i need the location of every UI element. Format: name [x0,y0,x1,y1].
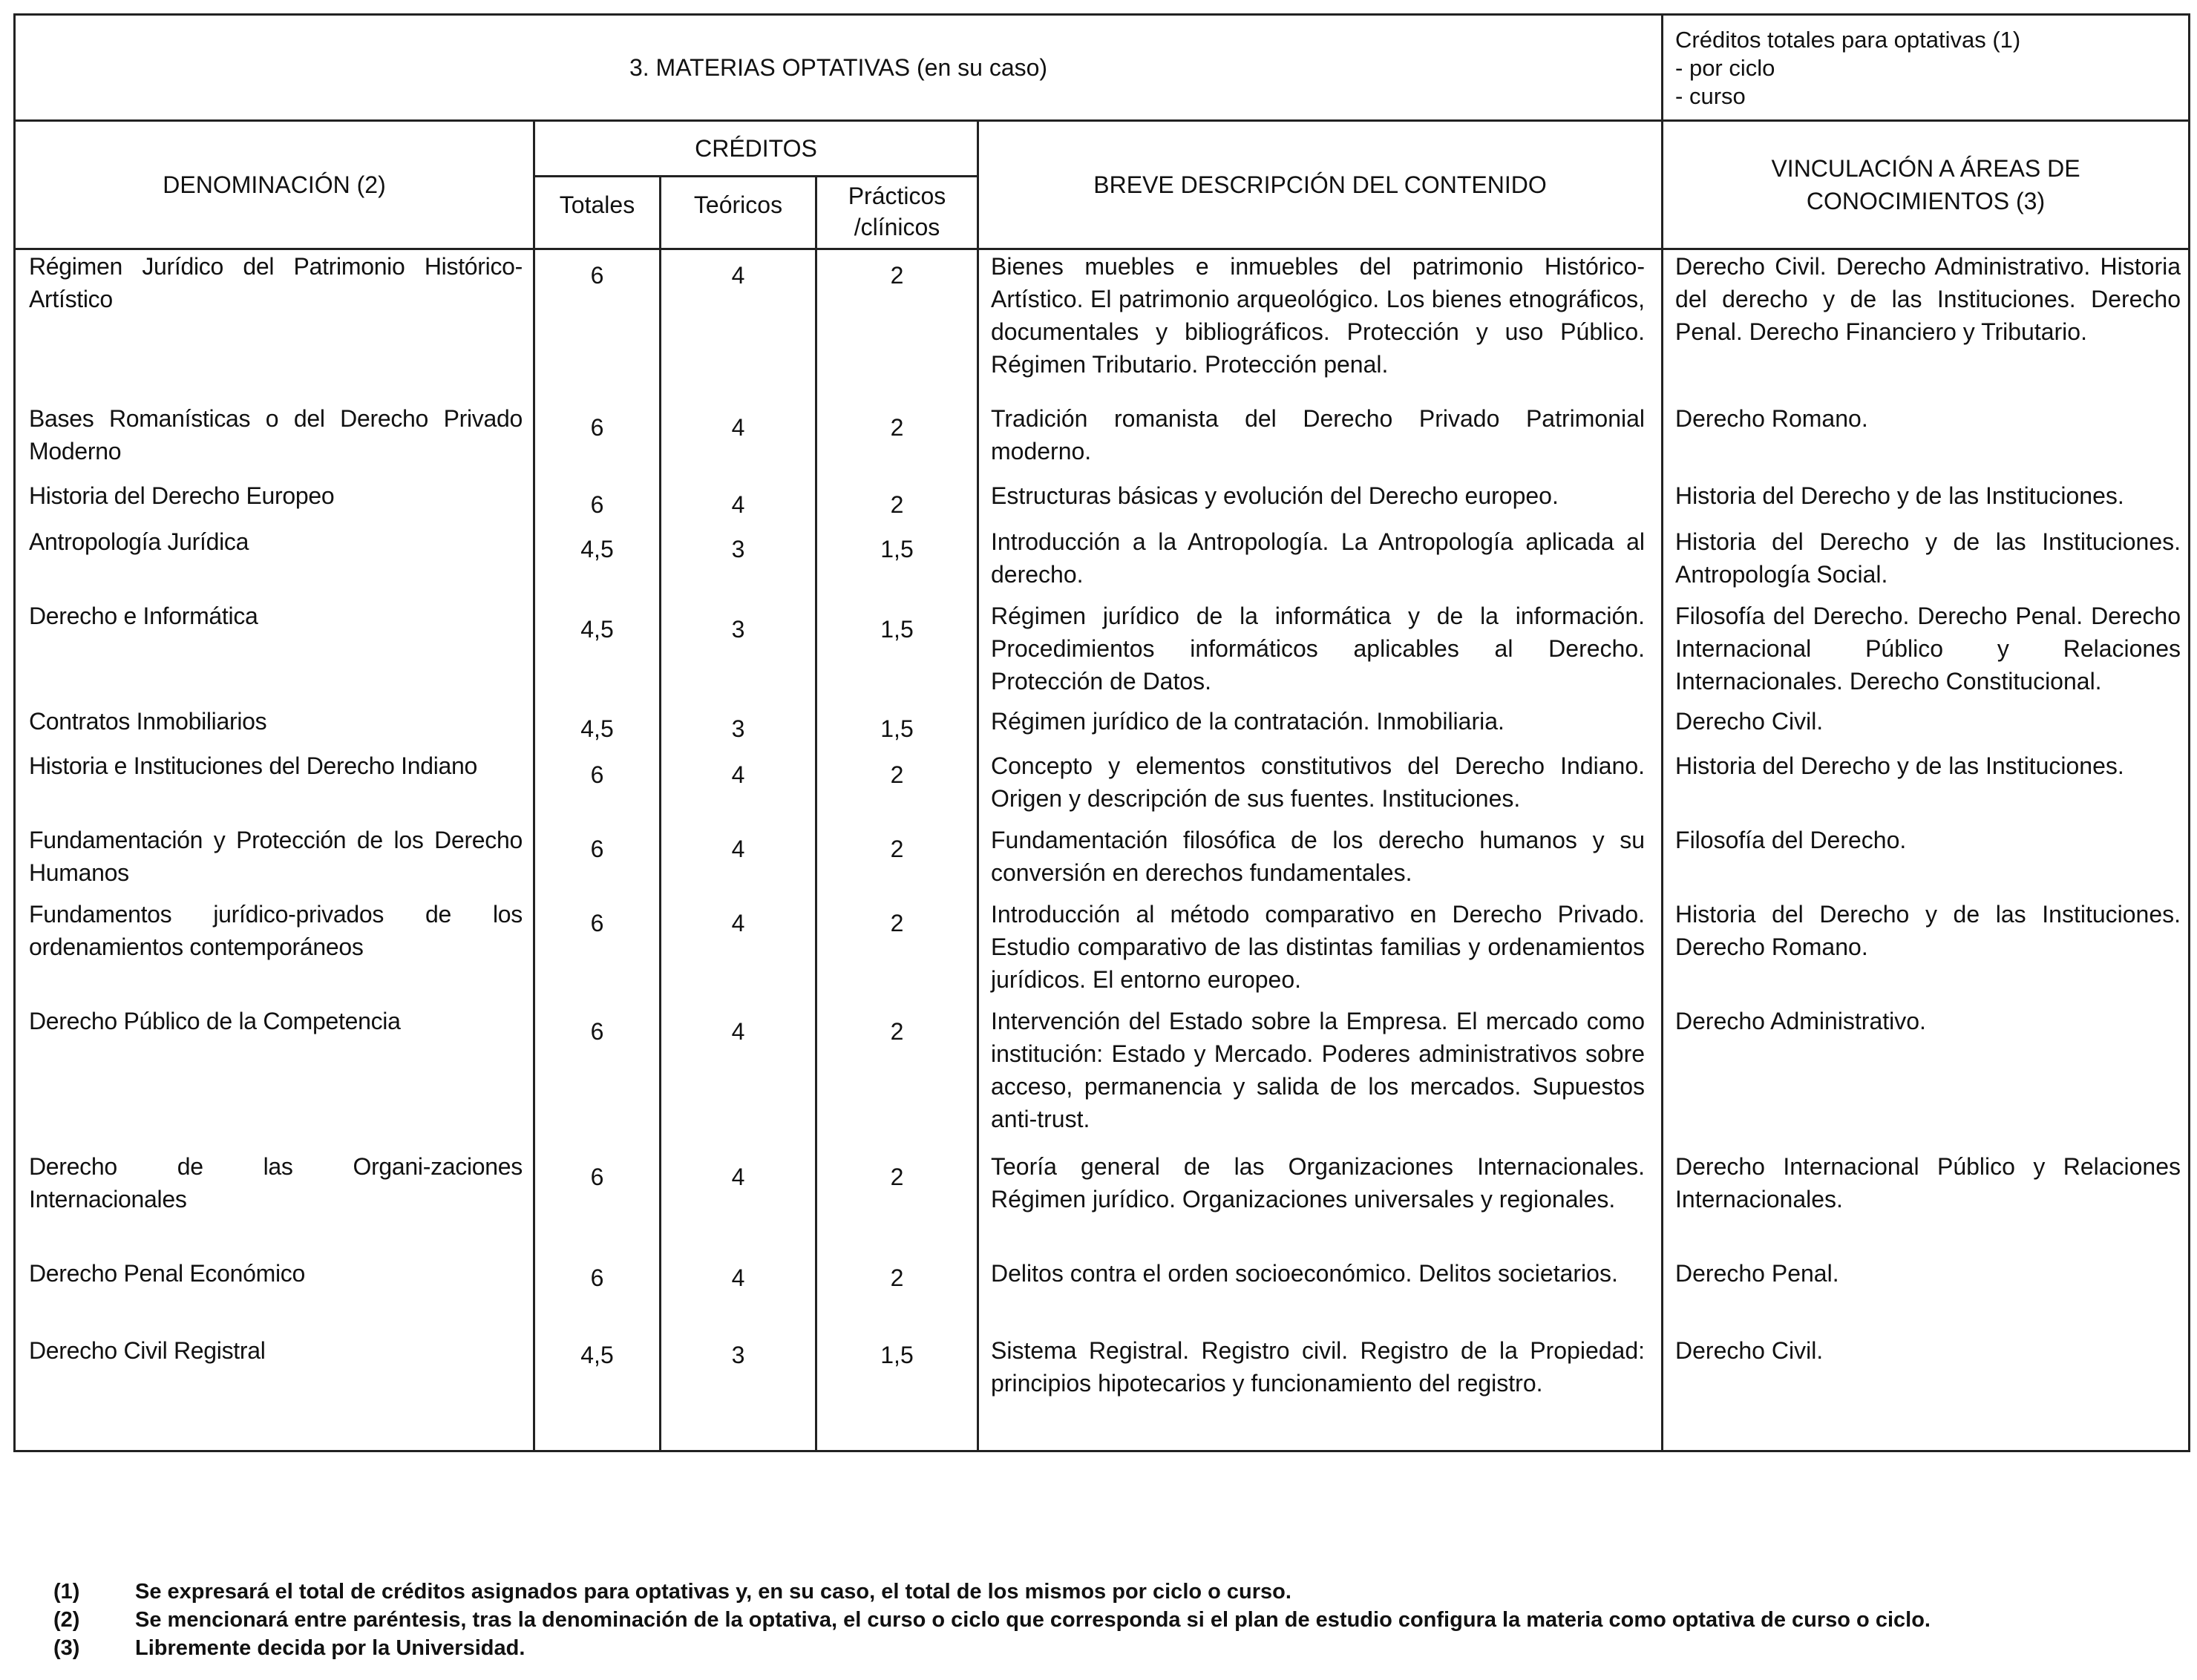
credits-practicos: 2 [816,249,978,402]
subject-name: Derecho Penal Económico [15,1257,534,1334]
total-credits-line: - curso [1675,83,1746,109]
subject-name: Antropología Jurídica [15,525,534,600]
credits-totales: 6 [534,824,661,898]
knowledge-areas: Derecho Civil. Derecho Administrativo. Historia del derecho y de las Instituciones. Derecho Penal. Derecho Financiero y Tributario. [1663,249,2190,402]
footnotes [53,1578,1931,1662]
content-description: Tradición romanista del Derecho Privado Patrimonial moderno. [978,402,1663,479]
header-teoricos: Teóricos [661,177,816,249]
header-practicos-line: Prácticos [848,183,946,209]
subject-name: Fundamentos jurídico-privados de los ordenamientos contemporáneos [15,898,534,1005]
header-creditos: CRÉDITOS [534,121,978,177]
title-row [15,15,2190,121]
content-description: Teoría general de las Organizaciones Internacionales. Régimen jurídico. Organizaciones universales y regionales. [978,1150,1663,1257]
credits-practicos: 2 [816,749,978,824]
content-description: Sistema Registral. Registro civil. Registro de la Propiedad: principios hipotecarios y funcionamiento del registro. [978,1334,1663,1451]
header-descripcion: BREVE DESCRIPCIÓN DEL CONTENIDO [978,121,1663,249]
table-row [15,824,2190,898]
knowledge-areas: Derecho Civil. [1663,1334,2190,1451]
credits-totales: 6 [534,1257,661,1334]
table-row [15,898,2190,1005]
header-practicos [816,177,978,249]
credits-totales: 4,5 [534,1334,661,1451]
credits-teoricos: 4 [661,898,816,1005]
table-row [15,525,2190,600]
footnote [53,1634,1931,1662]
subject-name: Fundamentación y Protección de los Derecho Humanos [15,824,534,898]
credits-practicos: 1,5 [816,1334,978,1451]
knowledge-areas: Filosofía del Derecho. [1663,824,2190,898]
content-description: Concepto y elementos constitutivos del Derecho Indiano. Origen y descripción de sus fuentes. Instituciones. [978,749,1663,824]
optional-subjects-page [13,13,2188,1660]
content-description: Estructuras básicas y evolución del Derecho europeo. [978,479,1663,525]
table-row [15,402,2190,479]
table-row [15,1257,2190,1334]
optional-subjects-table [13,13,2190,1452]
content-description: Bienes muebles e inmuebles del patrimonio Histórico-Artístico. El patrimonio arqueológico. Los bienes etnográficos, documentales y bibliográficos. Protección y uso Público. Régimen Tributario. Protección penal. [978,249,1663,402]
subject-name: Contratos Inmobiliarios [15,705,534,749]
credits-totales: 6 [534,402,661,479]
table-row [15,479,2190,525]
credits-totales: 4,5 [534,705,661,749]
credits-teoricos: 4 [661,749,816,824]
credits-practicos: 1,5 [816,525,978,600]
credits-teoricos: 4 [661,1005,816,1150]
header-vinculacion-line: VINCULACIÓN A ÁREAS DE [1771,155,2080,182]
credits-totales: 6 [534,749,661,824]
content-description: Intervención del Estado sobre la Empresa. El mercado como institución: Estado y Mercado. Poderes administrativos sobre acceso, permanencia y salida de los mercados. Supuestos anti-trust. [978,1005,1663,1150]
credits-practicos: 2 [816,1005,978,1150]
knowledge-areas: Derecho Penal. [1663,1257,2190,1334]
credits-totales: 6 [534,249,661,402]
credits-teoricos: 3 [661,705,816,749]
credits-practicos: 2 [816,479,978,525]
content-description: Fundamentación filosófica de los derecho humanos y su conversión en derechos fundamentales. [978,824,1663,898]
credits-practicos: 2 [816,1257,978,1334]
credits-totales: 4,5 [534,525,661,600]
total-credits-note [1663,15,2190,121]
subject-name: Derecho Civil Registral [15,1334,534,1451]
credits-totales: 6 [534,1150,661,1257]
table-row [15,749,2190,824]
subject-name: Derecho e Informática [15,600,534,705]
table-row [15,249,2190,402]
footnote-number: (1) [53,1580,80,1604]
credits-practicos: 2 [816,824,978,898]
footnote [53,1578,1931,1606]
credits-practicos: 2 [816,402,978,479]
subject-name: Régimen Jurídico del Patrimonio Histórico-Artístico [15,249,534,402]
credits-teoricos: 4 [661,402,816,479]
subject-name: Derecho Público de la Competencia [15,1005,534,1150]
knowledge-areas: Derecho Romano. [1663,402,2190,479]
credits-teoricos: 4 [661,824,816,898]
content-description: Régimen jurídico de la informática y de la información. Procedimientos informáticos aplicables al Derecho. Protección de Datos. [978,600,1663,705]
knowledge-areas: Historia del Derecho y de las Instituciones. Derecho Romano. [1663,898,2190,1005]
content-description: Introducción a la Antropología. La Antropología aplicada al derecho. [978,525,1663,600]
table-row [15,705,2190,749]
knowledge-areas: Derecho Administrativo. [1663,1005,2190,1150]
credits-teoricos: 4 [661,1150,816,1257]
credits-totales: 6 [534,898,661,1005]
header-vinculacion-line: CONOCIMIENTOS (3) [1806,188,2046,214]
subject-name: Derecho de las Organi-zaciones Internacionales [15,1150,534,1257]
table-row [15,600,2190,705]
credits-teoricos: 4 [661,1257,816,1334]
credits-teoricos: 4 [661,249,816,402]
subject-name: Bases Romanísticas o del Derecho Privado Moderno [15,402,534,479]
footnote-number: (2) [53,1608,80,1632]
credits-totales: 6 [534,479,661,525]
credits-teoricos: 3 [661,1334,816,1451]
table-row [15,1334,2190,1451]
knowledge-areas: Derecho Internacional Público y Relaciones Internacionales. [1663,1150,2190,1257]
column-header-row [15,121,2190,177]
content-description: Delitos contra el orden socioeconómico. Delitos societarios. [978,1257,1663,1334]
header-practicos-line: /clínicos [854,214,940,240]
credits-teoricos: 3 [661,525,816,600]
content-description: Introducción al método comparativo en Derecho Privado. Estudio comparativo de las distintas familias y ordenamientos jurídicos. El entorno europeo. [978,898,1663,1005]
credits-teoricos: 4 [661,479,816,525]
total-credits-line: - por ciclo [1675,55,1775,81]
knowledge-areas: Historia del Derecho y de las Instituciones. [1663,749,2190,824]
table-row [15,1150,2190,1257]
subject-name: Historia e Instituciones del Derecho Indiano [15,749,534,824]
credits-practicos: 2 [816,1150,978,1257]
footnote-text: Libremente decida por la Universidad. [135,1636,525,1660]
header-denominacion: DENOMINACIÓN (2) [15,121,534,249]
footnote-text: Se mencionará entre paréntesis, tras la denominación de la optativa, el curso o ciclo que corresponda si el plan de estudio configura la materia como optativa de curso o ciclo. [135,1608,1931,1632]
footnote-text: Se expresará el total de créditos asignados para optativas y, en su caso, el total de los mismos por ciclo o curso. [135,1580,1291,1604]
header-vinculacion [1663,121,2190,249]
knowledge-areas: Historia del Derecho y de las Instituciones. Antropología Social. [1663,525,2190,600]
footnote [53,1606,1931,1634]
table-row [15,1005,2190,1150]
total-credits-line: Créditos totales para optativas (1) [1675,27,2021,53]
credits-practicos: 2 [816,898,978,1005]
credits-totales: 6 [534,1005,661,1150]
section-title: 3. MATERIAS OPTATIVAS (en su caso) [15,15,1663,121]
credits-practicos: 1,5 [816,600,978,705]
credits-teoricos: 3 [661,600,816,705]
credits-totales: 4,5 [534,600,661,705]
header-totales: Totales [534,177,661,249]
subject-name: Historia del Derecho Europeo [15,479,534,525]
knowledge-areas: Historia del Derecho y de las Instituciones. [1663,479,2190,525]
credits-practicos: 1,5 [816,705,978,749]
knowledge-areas: Filosofía del Derecho. Derecho Penal. Derecho Internacional Público y Relaciones Internacionales. Derecho Constitucional. [1663,600,2190,705]
content-description: Régimen jurídico de la contratación. Inmobiliaria. [978,705,1663,749]
knowledge-areas: Derecho Civil. [1663,705,2190,749]
footnote-number: (3) [53,1636,80,1660]
